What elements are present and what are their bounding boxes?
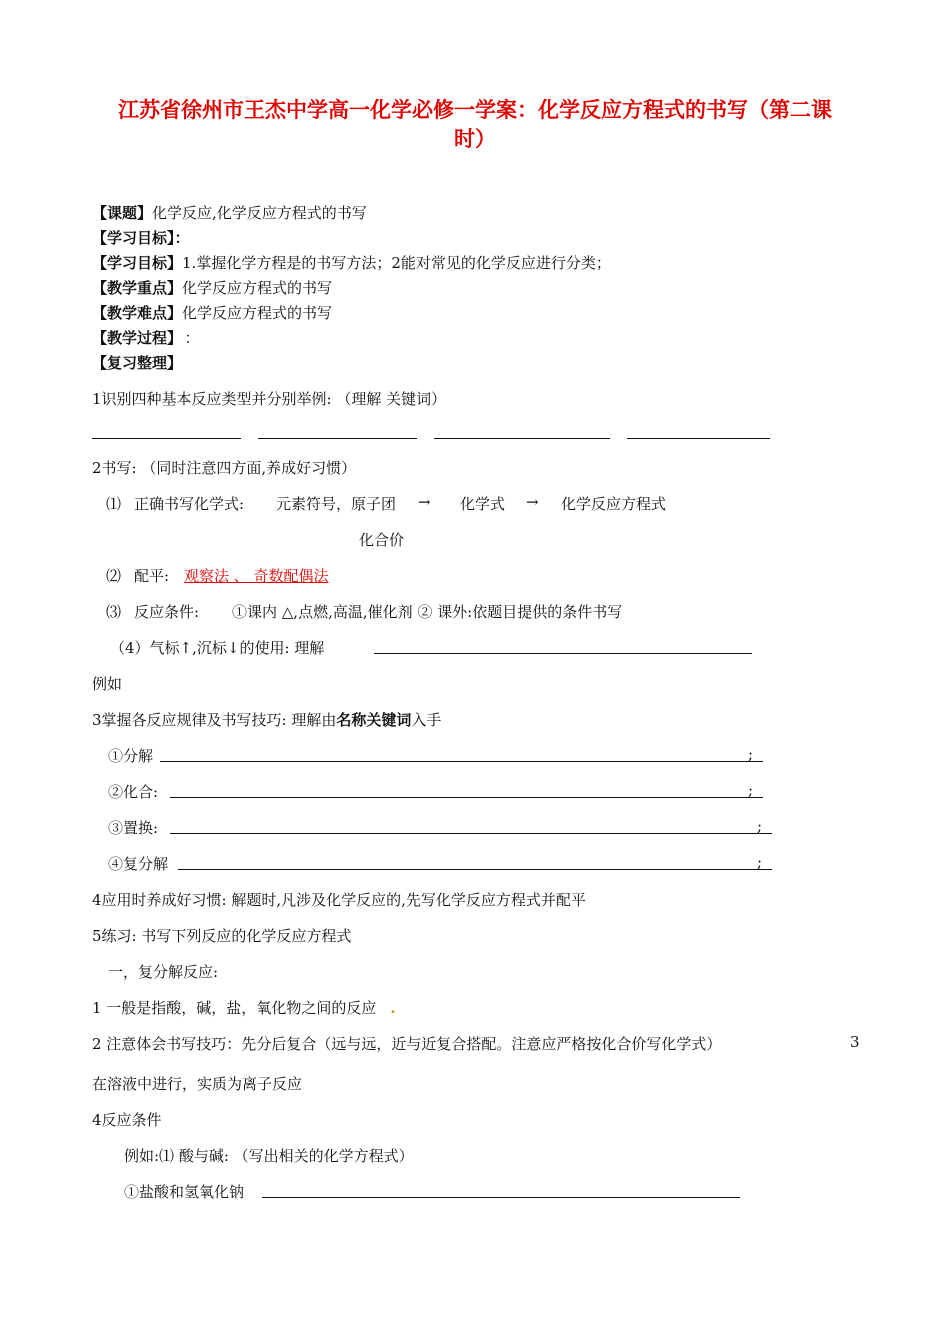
balancing-methods: 观察法 、 奇数配偶法 bbox=[184, 567, 329, 585]
item-4-blank bbox=[374, 653, 752, 654]
reaction-double-decomposition-label: ④复分解 bbox=[108, 855, 169, 873]
objective-row bbox=[92, 252, 611, 273]
title-line-2: 时） bbox=[454, 127, 496, 151]
blank-line-2 bbox=[258, 438, 417, 439]
difficulty-row bbox=[92, 302, 332, 323]
practice-point-2: 2 注意体会书写技巧：先分后复合（远与远，近与近复合搭配。注意应严格按化合价写化学式） bbox=[92, 1035, 722, 1053]
section-3-keyword: 名称关键词 bbox=[336, 711, 412, 729]
topic-row bbox=[92, 202, 367, 223]
item-1-num: ⑴ bbox=[106, 495, 122, 513]
reaction-combination-label: ②化合: bbox=[108, 783, 159, 801]
topic-label: 【课题】 bbox=[92, 204, 153, 222]
practice-point-3-text: 在溶液中进行，实质为离子反应 bbox=[92, 1075, 303, 1093]
difficulty-label: 【教学难点】 bbox=[92, 304, 183, 322]
practice-example-item: ①盐酸和氢氧化钠 bbox=[124, 1183, 245, 1201]
practice-example-blank bbox=[262, 1197, 740, 1198]
difficulty-text: 化学反应方程式的书写 bbox=[182, 304, 333, 322]
title-line-1: 江苏省徐州市王杰中学高一化学必修一学案：化学反应方程式的书写（第二课 bbox=[118, 98, 832, 122]
practice-point-1-dot: . bbox=[390, 999, 396, 1017]
section-3-post: 入手 bbox=[411, 711, 442, 729]
reaction-decomposition-end: ; bbox=[748, 745, 754, 763]
arrow-1-icon: → bbox=[418, 493, 431, 511]
reaction-decomposition-blank bbox=[160, 761, 763, 762]
process-label: 【教学过程】 bbox=[92, 329, 175, 347]
section-3-text bbox=[92, 709, 441, 730]
reaction-combination-end: ; bbox=[748, 781, 754, 799]
item-2-text: 配平: bbox=[134, 567, 170, 585]
review-label: 【复习整理】 bbox=[92, 354, 183, 372]
key-point-label: 【教学重点】 bbox=[92, 279, 183, 297]
practice-point-3-num: 3 bbox=[850, 1033, 860, 1051]
section-2-text: 2书写: （同时注意四方面,养成好习惯） bbox=[92, 459, 357, 477]
reaction-double-decomposition-blank bbox=[178, 869, 772, 870]
objective-label-1: 【学习目标】： bbox=[92, 229, 190, 247]
example-label: 例如 bbox=[92, 675, 123, 693]
arrow-2-icon: → bbox=[526, 493, 539, 511]
blank-line-3 bbox=[434, 438, 610, 439]
section-5-text: 5练习: 书写下列反应的化学反应方程式 bbox=[92, 927, 352, 945]
blank-line-4 bbox=[627, 438, 770, 439]
item-1-formula: 化学式 bbox=[460, 495, 506, 513]
section-3-pre: 3掌握各反应规律及书写技巧: 理解由 bbox=[92, 711, 337, 729]
reaction-replacement-blank bbox=[170, 833, 772, 834]
section-1-text: 1识别四种基本反应类型并分别举例: （理解 关键词） bbox=[92, 390, 447, 408]
item-1-text: 正确书写化学式: bbox=[134, 495, 245, 513]
reaction-decomposition-label: ①分解 bbox=[108, 747, 154, 765]
key-point-text: 化学反应方程式的书写 bbox=[182, 279, 333, 297]
item-3-conditions: ①课内 △,点燃,高温,催化剂 ② 课外:依题目提供的条件书写 bbox=[232, 603, 623, 621]
item-2-num: ⑵ bbox=[106, 567, 122, 585]
practice-point-1 bbox=[92, 997, 396, 1018]
objective-label-2: 【学习目标】 bbox=[92, 254, 183, 272]
reaction-combination-blank bbox=[170, 797, 763, 798]
document-title bbox=[60, 96, 890, 154]
objective-text: 1.掌握化学方程是的书写方法；2能对常见的化学反应进行分类； bbox=[182, 254, 611, 272]
section-4-text: 4应用时养成好习惯: 解题时,凡涉及化学反应的,先写化学反应方程式并配平 bbox=[92, 891, 586, 909]
process-row bbox=[92, 327, 200, 348]
reaction-replacement-label: ③置换: bbox=[108, 819, 159, 837]
reaction-replacement-end: ; bbox=[757, 817, 763, 835]
blank-line-1 bbox=[92, 438, 241, 439]
topic-text: 化学反应,化学反应方程式的书写 bbox=[152, 204, 367, 222]
item-1-valence: 化合价 bbox=[359, 531, 405, 549]
process-text: ： bbox=[184, 329, 200, 347]
practice-point-1-text: 1 一般是指酸，碱，盐，氧化物之间的反应 bbox=[92, 999, 377, 1017]
reaction-double-decomposition-end: ; bbox=[757, 853, 763, 871]
item-1-elements: 元素符号，原子团 bbox=[276, 495, 397, 513]
item-3-num: ⑶ bbox=[106, 603, 122, 621]
section-5-subheading: 一，复分解反应: bbox=[108, 963, 219, 981]
item-3-text: 反应条件: bbox=[134, 603, 200, 621]
practice-example: 例如:⑴ 酸与碱: （写出相关的化学方程式） bbox=[124, 1147, 414, 1165]
key-point-row bbox=[92, 277, 332, 298]
practice-point-4: 4反应条件 bbox=[92, 1111, 162, 1129]
item-1-equation: 化学反应方程式 bbox=[561, 495, 667, 513]
item-4-text: （4）气标↑,沉标↓的使用: 理解 bbox=[110, 639, 325, 657]
